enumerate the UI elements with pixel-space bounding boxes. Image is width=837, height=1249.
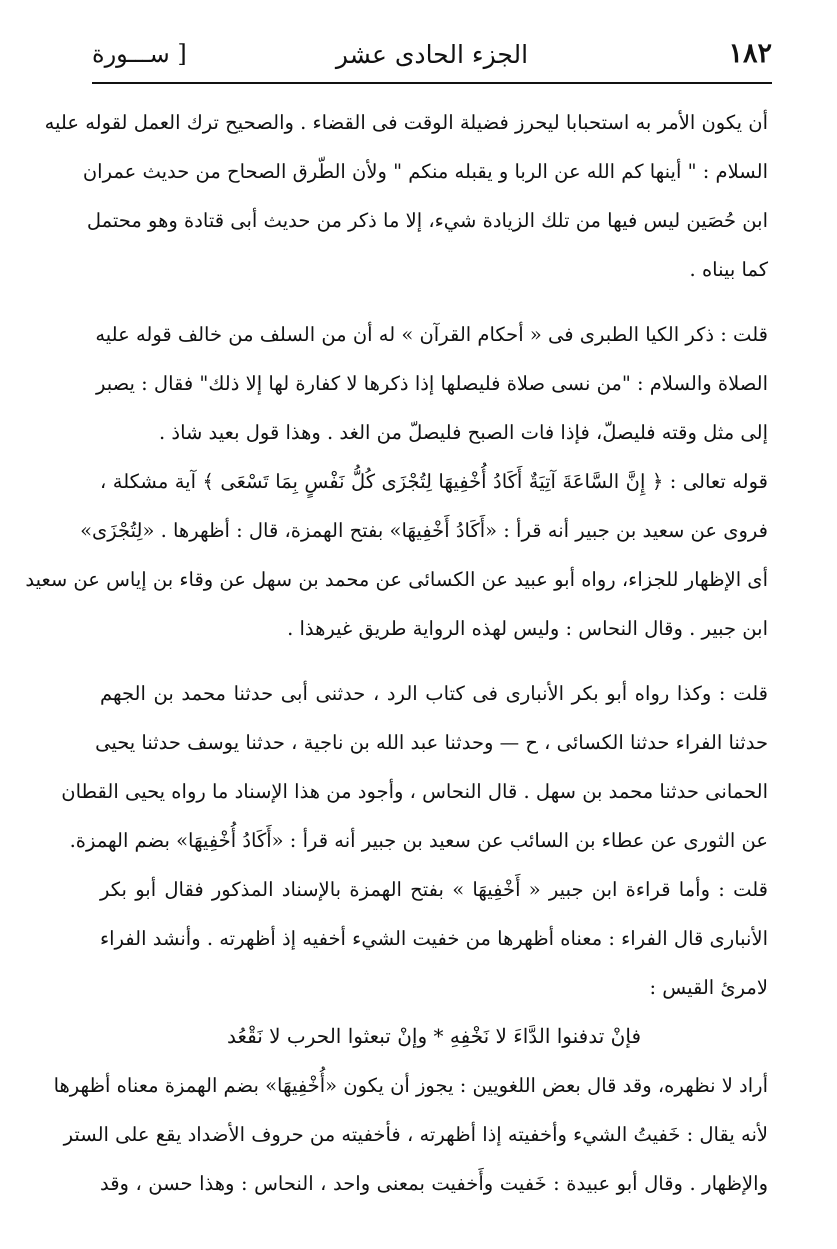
text-line: قلت : ذكر الكيا الطبرى فى « أحكام القرآن » له أن من السلف من خالف قوله عليه <box>95 323 768 346</box>
paragraph-3 <box>25 457 768 653</box>
text-line: لأنه يقال : خَفيتُ الشيء وأخفيته إذا أظهرته ، فأخفيته من حروف الأضداد يقع على الستر <box>63 1123 768 1146</box>
text-line: السلام : " أينها كم الله عن الربا و يقبله منكم " ولأن الطّرق الصحاح من حديث عمران <box>82 160 768 183</box>
text-line: قلت : وكذا رواه أبو بكر الأنبارى فى كتاب الرد ، حدثنى أبى حدثنا محمد بن الجهم <box>100 682 768 705</box>
text-line: قلت : وأما قراءة ابن جبير « أَخْفِيهَا » بفتح الهمزة بالإسناد المذكور فقال أبو بكر <box>100 878 768 901</box>
paragraph-2 <box>95 310 768 457</box>
running-title: الجزء الحادى عشر <box>335 40 529 69</box>
text-line: الحمانى حدثنا محمد بن سهل . قال النحاس ، وأجود من هذا الإسناد ما رواه يحيى القطان <box>61 780 768 803</box>
body-text <box>25 98 768 1208</box>
text-line: أراد لا نظهره، وقد قال بعض اللغويين : يجوز أن يكون «أُخْفِيهَا» بضم الهمزة معناه أظهرها <box>53 1074 768 1097</box>
page-header <box>92 38 772 78</box>
header-rule <box>92 82 772 84</box>
text-line: الأنبارى قال الفراء : معناه أظهرها من خفيت الشيء أخفيه إذ أظهرته . وأنشد الفراء <box>99 927 768 950</box>
text-line: كما بيناه . <box>689 258 768 281</box>
text-line: والإظهار . وقال أبو عبيدة : خَفيت وأَخفيت بمعنى واحد ، النحاس : وهذا حسن ، وقد <box>100 1172 768 1195</box>
poetry-verse: فإنْ تدفنوا الدَّاءَ لا نَخْفِهِ * وإنْ تبعثوا الحرب لا نَقْعُد <box>226 1024 642 1048</box>
text-line: حدثنا الفراء حدثنا الكسائى ، ح — وحدثنا عبد الله بن ناجية ، حدثنا يوسف حدثنا يحيى <box>95 731 768 754</box>
text-line: أى الإظهار للجزاء، رواه أبو عبيد عن الكسائى عن محمد بن سهل عن وقاء بن إياس عن سعيد <box>25 568 768 591</box>
text-line: الصلاة والسلام : "من نسى صلاة فليصلها إذا ذكرها لا كفارة لها إلا ذلك" فقال : يصبر <box>95 372 768 395</box>
paragraph-6 <box>53 1061 768 1208</box>
text-line: ابن حُصَين ليس فيها من تلك الزيادة شيء، إلا ما ذكر من حديث أبى قتادة وهو محتمل <box>86 209 768 232</box>
text-line: قوله تعالى : ﴿ إِنَّ السَّاعَةَ آتِيَةٌ أَكَادُ أُخْفِيهَا لِتُجْزَى كُلُّ نَفْسٍ بِمَا تَسْعَى ﴾ آية مشكلة ، <box>100 470 768 493</box>
text-line: أن يكون الأمر به استحبابا ليحرز فضيلة الوقت فى القضاء . والصحيح ترك العمل لقوله عليه <box>44 111 768 134</box>
page-number: ١٨٢ <box>728 38 772 69</box>
sura-label: [ ســـورة <box>92 40 187 68</box>
paragraph-1 <box>44 98 768 294</box>
text-line: فروى عن سعيد بن جبير أنه قرأ : «أَكَادُ أَخْفِيهَا» بفتح الهمزة، قال : أظهرها . «لِتُجْزَى» <box>80 519 768 542</box>
text-line: عن الثورى عن عطاء بن السائب عن سعيد بن جبير أنه قرأ : «أَكَادُ أُخْفِيهَا» بضم الهمزة. <box>69 829 768 852</box>
paragraph-5 <box>100 865 768 1012</box>
text-line: لامرئ القيس : <box>649 976 768 999</box>
text-line: إلى مثل وقته فليصلّ، فإذا فات الصبح فليصلّ من الغد . وهذا قول بعيد شاذ . <box>159 421 768 444</box>
text-line: ابن جبير . وقال النحاس : وليس لهذه الرواية طريق غيرهذا . <box>287 617 768 640</box>
paragraph-4 <box>61 669 768 865</box>
